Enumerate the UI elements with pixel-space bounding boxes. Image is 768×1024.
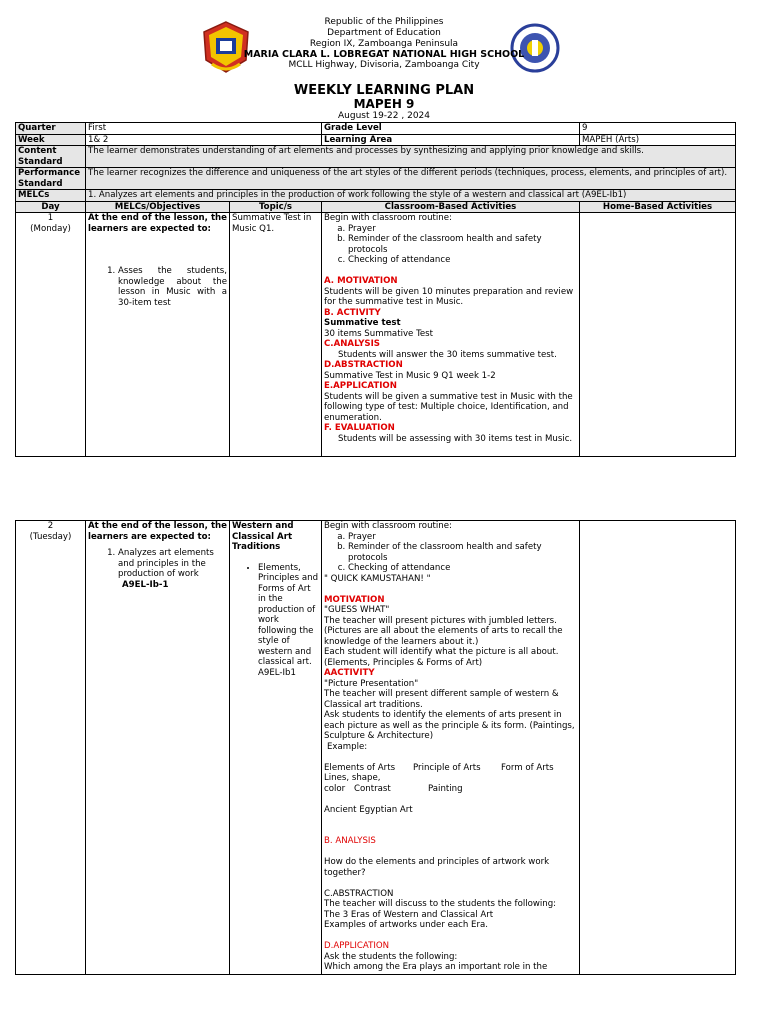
- motivation-heading: MOTIVATION: [324, 594, 385, 605]
- learning-area-label: Learning Area: [322, 134, 580, 146]
- example-form-col: Form of Arts: [501, 762, 554, 773]
- performance-standard-value: The learner recognizes the difference and uniqueness of the art styles of the different periods (techniques, process, elements, and principles of art).: [86, 168, 736, 190]
- melcs-value: 1. Analyzes art elements and principles in the production of work following the style of a western and classical art (A9EL-Ib1): [86, 190, 736, 202]
- objective-code: A9EL-Ib-1: [122, 579, 169, 590]
- activity-text: The teacher will present different sample of western & Classical art traditions.: [324, 689, 559, 710]
- header-department: Department of Education: [327, 28, 441, 38]
- abstraction-heading: D.ABSTRACTION: [324, 360, 403, 370]
- routine-intro: Begin with classroom routine:: [324, 213, 452, 223]
- abstraction-heading: C.ABSTRACTION: [324, 888, 394, 899]
- routine-item: b. Reminder of the classroom health and safety protocols: [348, 542, 577, 563]
- grade-level-label: Grade Level: [322, 123, 580, 135]
- routine-item: b. Reminder of the classroom health and safety protocols: [348, 234, 577, 255]
- objective-intro: At the end of the lesson, the learners are expected to:: [88, 521, 227, 542]
- example-elements-line: Lines, shape,: [324, 773, 381, 783]
- week-value: 1& 2: [86, 134, 322, 146]
- application-text-2: Which among the Era plays an important role in the: [324, 962, 548, 972]
- day-name: (Monday): [30, 223, 71, 234]
- objective-item: 1. Analyzes art elements and principles in the production of work: [118, 548, 227, 580]
- header-school: MARIA CLARA L. LOBREGAT NATIONAL HIGH SCHOOL: [243, 49, 525, 60]
- header-region: Region IX, Zamboanga Peninsula: [309, 39, 459, 49]
- topic-cell: [230, 521, 322, 975]
- quarter-label: Quarter: [16, 123, 86, 135]
- topic-cell: [230, 213, 322, 457]
- example-values-row: [324, 784, 577, 795]
- picture-presentation-text: "Picture Presentation": [324, 678, 419, 689]
- analysis-heading: C.ANALYSIS: [324, 339, 381, 349]
- week-label: Week: [16, 134, 86, 146]
- activity-heading: B. ACTIVITY: [324, 307, 381, 318]
- application-text: Ask the students the following:: [324, 951, 458, 962]
- objectives-cell: [86, 213, 230, 457]
- abstraction-text-3: Examples of artworks under each Era.: [324, 920, 488, 930]
- home-activities-cell: [580, 521, 736, 975]
- content-standard-value: The learner demonstrates understanding of art elements and processes by synthesizing and applying prior knowledge and skills.: [86, 146, 736, 168]
- motivation-text: The teacher will present pictures with jumbled letters. (Pictures are all about the elements of arts to recall the knowledge of the learners about it.): [324, 615, 563, 647]
- activities-cell: [322, 213, 580, 457]
- home-activities-cell: [580, 213, 736, 457]
- plan-title: WEEKLY LEARNING PLAN: [293, 83, 475, 98]
- example-form-value: Painting: [428, 783, 463, 794]
- topic-text: Summative Test in Music Q1.: [232, 213, 312, 234]
- col-objectives: MELCs/Objectives: [86, 201, 230, 213]
- example-principle-col: Principle of Arts: [413, 762, 481, 773]
- grade-level-value: 9: [580, 123, 736, 135]
- example-principle-value: Contrast: [354, 783, 391, 794]
- quarter-value: First: [86, 123, 322, 135]
- motivation-heading: A. MOTIVATION: [324, 276, 398, 286]
- topic-title: Western and Classical Art Traditions: [232, 521, 294, 552]
- table-row: [16, 213, 736, 457]
- routine-item: c. Checking of attendance: [348, 563, 577, 574]
- activity-text: 30 items Summative Test: [324, 328, 433, 339]
- performance-standard-label: Performance Standard: [16, 168, 86, 190]
- analysis-text: How do the elements and principles of artwork work together?: [324, 857, 550, 878]
- evaluation-heading: F. EVALUATION: [324, 423, 395, 433]
- plan-date: August 19-22 , 2024: [338, 111, 430, 121]
- motivation-text: Students will be given 10 minutes preparation and review for the summative test in Music.: [324, 286, 574, 307]
- example-label: Example:: [327, 741, 368, 752]
- header-address: MCLL Highway, Divisoria, Zamboanga City: [288, 60, 480, 70]
- melcs-label: MELCs: [16, 190, 86, 202]
- activity-heading: AACTIVITY: [324, 668, 375, 678]
- day-number: 2: [47, 521, 54, 531]
- example-element-value: color: [324, 783, 346, 794]
- activities-cell: [322, 521, 580, 975]
- motivation-text-2: Each student will identify what the picture is all about. (Elements, Principles & Forms of Art): [324, 647, 559, 668]
- routine-item: c. Checking of attendance: [348, 255, 577, 266]
- example-elements-col: Elements of Arts: [324, 762, 396, 773]
- objective-intro: At the end of the lesson, the learners are expected to:: [88, 213, 227, 234]
- guess-what-text: "GUESS WHAT": [324, 605, 390, 615]
- plan-subject: MAPEH 9: [353, 97, 415, 111]
- egyptian-art-text: Ancient Egyptian Art: [324, 804, 413, 815]
- application-heading: E.APPLICATION: [324, 381, 397, 391]
- col-classroom-activities: Classroom-Based Activities: [322, 201, 580, 213]
- abstraction-text: Summative Test in Music 9 Q1 week 1-2: [324, 370, 496, 381]
- learning-area-value: MAPEH (Arts): [580, 134, 736, 146]
- routine-item: a. Prayer: [348, 532, 577, 543]
- day-cell: [16, 521, 86, 975]
- analysis-text: Students will answer the 30 items summative test.: [338, 349, 557, 360]
- objectives-cell: [86, 521, 230, 975]
- evaluation-text: Students will be assessing with 30 items test in Music.: [338, 433, 573, 444]
- col-topics: Topic/s: [230, 201, 322, 213]
- day-cell: [16, 213, 86, 457]
- example-header-row: [324, 763, 577, 774]
- abstraction-text: The teacher will discuss to the students the following:: [324, 899, 557, 909]
- col-home-activities: Home-Based Activities: [580, 201, 736, 213]
- learning-plan-table-2: [15, 520, 736, 975]
- col-day: Day: [16, 201, 86, 213]
- objective-item: 1. Asses the students, knowledge about the lesson in Music with a 30-item test: [118, 266, 227, 308]
- abstraction-text-2: The 3 Eras of Western and Classical Art: [324, 909, 494, 920]
- header-republic: Republic of the Philippines: [324, 17, 444, 27]
- application-heading: D.APPLICATION: [324, 941, 390, 951]
- table-row: [16, 521, 736, 975]
- day-name: (Tuesday): [29, 531, 72, 542]
- learning-plan-table-1: [15, 122, 736, 457]
- day-number: 1: [47, 213, 54, 223]
- routine-item: a. Prayer: [348, 224, 577, 235]
- routine-intro: Begin with classroom routine:: [324, 521, 452, 531]
- analysis-heading: B. ANALYSIS: [324, 836, 376, 846]
- activity-text-2: Ask students to identify the elements of arts present in each picture as well as the principle & its form. (Paintings, Sculpture & Architecture): [324, 710, 575, 741]
- application-text: Students will be given a summative test in Music with the following type of test: Multiple choice, Identification, and enumeration.: [324, 391, 573, 423]
- kamustahan-text: " QUICK KAMUSTAHAN! ": [324, 573, 431, 584]
- topic-item: • Elements, Principles and Forms of Art in the production of work following the style of western and classical art. A9EL-Ib1: [258, 563, 319, 679]
- content-standard-label: Content Standard: [16, 146, 86, 168]
- activity-subheading: Summative test: [324, 318, 401, 328]
